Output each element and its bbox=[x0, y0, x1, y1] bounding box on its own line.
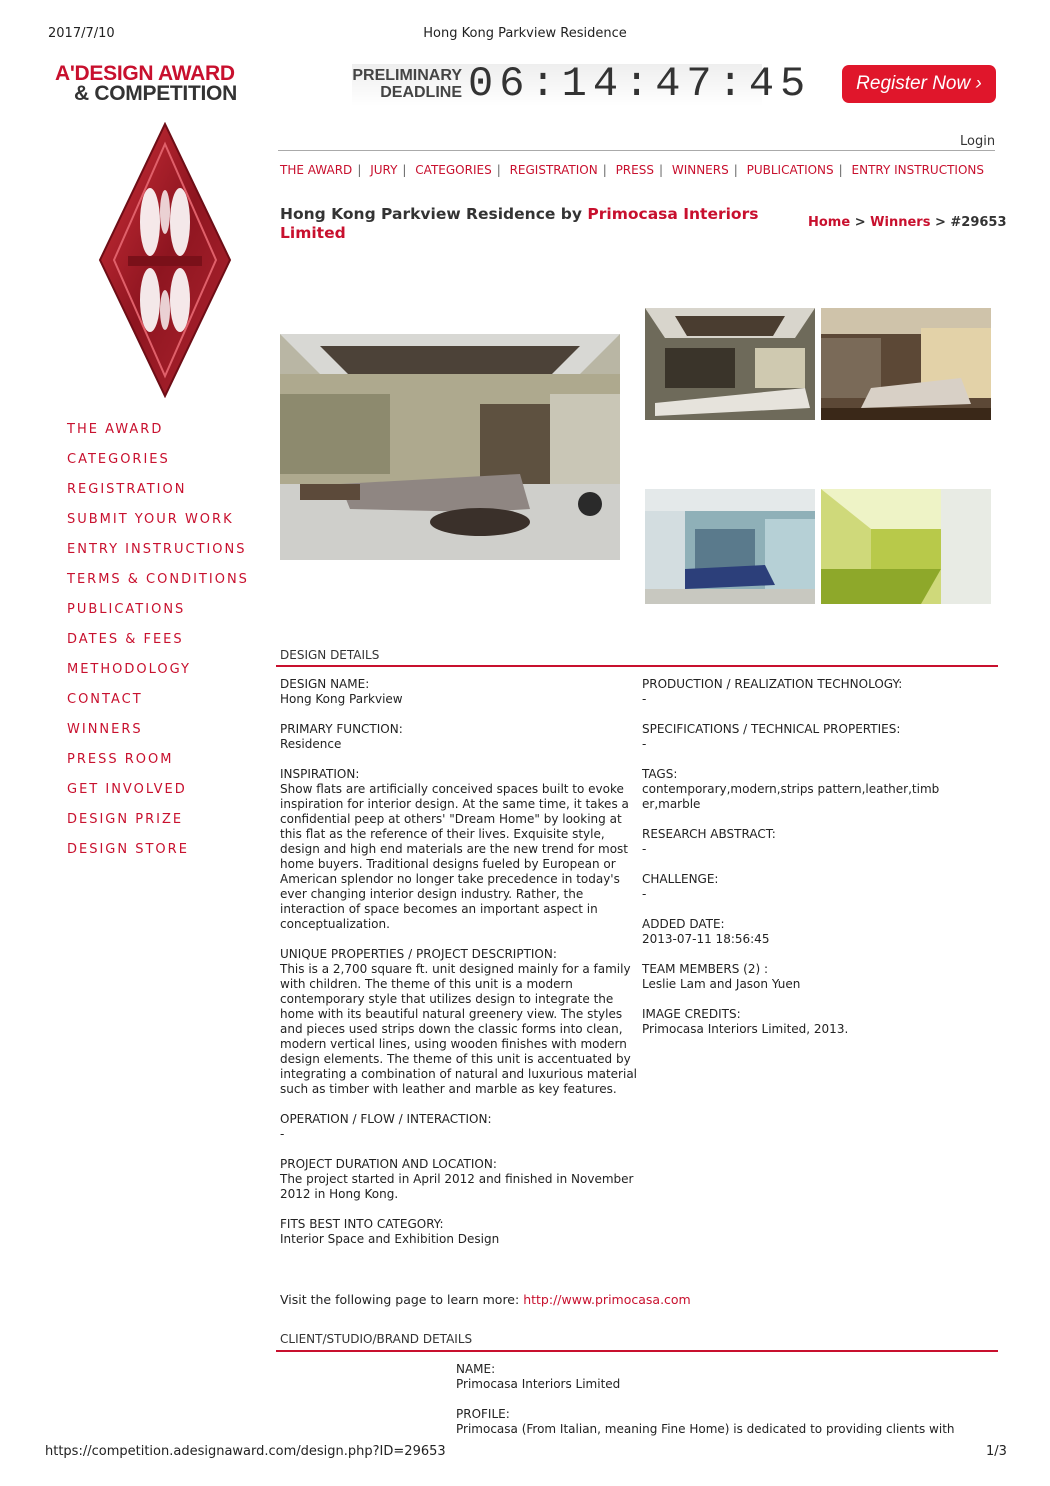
breadcrumb-design-id: #29653 bbox=[950, 215, 1007, 230]
detail-label: TEAM MEMBERS (2) : bbox=[642, 962, 769, 976]
side-nav-item[interactable]: CATEGORIES bbox=[67, 452, 170, 467]
print-date: 2017/7/10 bbox=[48, 26, 115, 41]
top-nav-item[interactable]: ENTRY INSTRUCTIONS bbox=[851, 163, 985, 177]
award-trophy-icon bbox=[98, 122, 232, 398]
design-details-divider bbox=[276, 665, 998, 667]
detail-value: Show flats are artificially conceived spaces built to evoke inspiration for interior design. At the same time, it takes a confidential peep at others' "Dream Home" by looking at this flat as the reference of their lives. Exquisite style, design and high end materials are the new trend for most home buyers. Traditional designs fueled by European or American splendor no longer take precedence in today's ever changing interior design industry. Rather, the interaction of space becomes an important aspect in conceptualization. bbox=[280, 782, 629, 931]
detail-value: - bbox=[642, 842, 647, 856]
top-nav-item[interactable]: JURY bbox=[370, 163, 398, 177]
print-footer-url: https://competition.adesignaward.com/design.php?ID=29653 bbox=[45, 1444, 446, 1459]
side-nav-item[interactable]: DESIGN STORE bbox=[67, 842, 189, 857]
detail-value: 2013-07-11 18:56:45 bbox=[642, 932, 770, 946]
print-footer-page: 1/3 bbox=[986, 1444, 1007, 1459]
detail-label: ADDED DATE: bbox=[642, 917, 725, 931]
detail-value: Leslie Lam and Jason Yuen bbox=[642, 977, 801, 991]
client-name-label: NAME: bbox=[456, 1362, 496, 1376]
thumbnail-image[interactable] bbox=[821, 489, 991, 604]
side-nav-item[interactable]: THE AWARD bbox=[67, 422, 164, 437]
detail-label: FITS BEST INTO CATEGORY: bbox=[280, 1217, 444, 1231]
logo-text-line2[interactable]: & COMPETITION bbox=[74, 82, 237, 105]
detail-label: PRODUCTION / REALIZATION TECHNOLOGY: bbox=[642, 677, 903, 691]
detail-value: - bbox=[280, 1127, 285, 1141]
top-nav-item[interactable]: PRESS bbox=[615, 163, 654, 177]
deadline-label-line2: DEADLINE bbox=[380, 84, 462, 101]
side-nav-item[interactable]: SUBMIT YOUR WORK bbox=[67, 512, 234, 527]
side-nav-item[interactable]: PRESS ROOM bbox=[67, 752, 174, 767]
detail-label: INSPIRATION: bbox=[280, 767, 360, 781]
main-design-image[interactable] bbox=[280, 334, 620, 560]
detail-label: PRIMARY FUNCTION: bbox=[280, 722, 403, 736]
tags-value: contemporary,modern,strips pattern,leather,timber,marble bbox=[642, 782, 940, 811]
client-profile-value: Primocasa (From Italian, meaning Fine Home) is dedicated to providing clients with bbox=[456, 1422, 955, 1436]
detail-value: This is a 2,700 square ft. unit designed mainly for a family with children. The theme of this unit is a modern contemporary style that utilizes design to integrate the home with its beautiful natural greenery view. The styles and pieces used strips down the classic forms into clean, modern vertical lines, using wooden finishes with modern design elements. The theme of this unit is accentuated by integrating a combination of natural and luxurious material such as timber with leather and marble as key features. bbox=[280, 962, 638, 1096]
detail-label: PROJECT DURATION AND LOCATION: bbox=[280, 1157, 497, 1171]
side-nav-item[interactable]: REGISTRATION bbox=[67, 482, 187, 497]
side-nav-item[interactable]: WINNERS bbox=[67, 722, 143, 737]
detail-value: - bbox=[642, 692, 647, 706]
login-divider bbox=[278, 150, 995, 151]
detail-value: The project started in April 2012 and finished in November 2012 in Hong Kong. bbox=[280, 1172, 634, 1201]
breadcrumb bbox=[808, 215, 1007, 230]
page-title-text: Hong Kong Parkview Residence by bbox=[280, 205, 588, 223]
breadcrumb-home[interactable]: Home bbox=[808, 215, 851, 230]
top-nav-item[interactable]: CATEGORIES bbox=[415, 163, 492, 177]
top-nav: THE AWARD | JURY | CATEGORIES | REGISTRATION | PRESS | WINNERS | PUBLICATIONS | ENTRY INSTRUCTIONS bbox=[280, 163, 985, 177]
detail-value: - bbox=[642, 887, 647, 901]
client-name-value: Primocasa Interiors Limited bbox=[456, 1377, 621, 1391]
login-link[interactable]: Login bbox=[960, 134, 996, 149]
side-nav-item[interactable]: GET INVOLVED bbox=[67, 782, 187, 797]
client-details bbox=[456, 1362, 986, 1437]
detail-label: DESIGN NAME: bbox=[280, 677, 370, 691]
design-details-right-column bbox=[642, 677, 947, 1037]
side-nav-item[interactable]: ENTRY INSTRUCTIONS bbox=[67, 542, 247, 557]
client-details-heading: CLIENT/STUDIO/BRAND DETAILS bbox=[280, 1332, 473, 1346]
detail-value: Residence bbox=[280, 737, 342, 751]
top-nav-item[interactable]: THE AWARD bbox=[280, 163, 353, 177]
breadcrumb-separator: > bbox=[854, 215, 866, 230]
side-nav-item[interactable]: DATES & FEES bbox=[67, 632, 184, 647]
detail-label: CHALLENGE: bbox=[642, 872, 719, 886]
detail-label: RESEARCH ABSTRACT: bbox=[642, 827, 776, 841]
detail-label: IMAGE CREDITS: bbox=[642, 1007, 741, 1021]
detail-value: - bbox=[642, 737, 647, 751]
design-details-left-column bbox=[280, 677, 640, 1247]
website-link[interactable]: http://www.primocasa.com bbox=[523, 1292, 691, 1307]
detail-value: Primocasa Interiors Limited, 2013. bbox=[642, 1022, 849, 1036]
design-details-heading: DESIGN DETAILS bbox=[280, 648, 380, 662]
side-nav-item[interactable]: CONTACT bbox=[67, 692, 143, 707]
detail-label: OPERATION / FLOW / INTERACTION: bbox=[280, 1112, 492, 1126]
side-nav-item[interactable]: PUBLICATIONS bbox=[67, 602, 186, 617]
logo-text-line1[interactable]: A'DESIGN AWARD bbox=[55, 62, 235, 85]
detail-value: Hong Kong Parkview bbox=[280, 692, 403, 706]
thumbnail-image[interactable] bbox=[821, 308, 991, 420]
side-nav-item[interactable]: METHODOLOGY bbox=[67, 662, 192, 677]
client-details-divider bbox=[276, 1350, 998, 1352]
print-title: Hong Kong Parkview Residence bbox=[423, 26, 627, 41]
designer-link[interactable]: Primocasa Interiors Limited bbox=[280, 205, 759, 242]
deadline-label-line1: PRELIMINARY bbox=[352, 67, 462, 84]
detail-value: Interior Space and Exhibition Design bbox=[280, 1232, 500, 1246]
thumbnail-image[interactable] bbox=[645, 489, 815, 604]
top-nav-item[interactable]: PUBLICATIONS bbox=[746, 163, 834, 177]
detail-label: TAGS: bbox=[642, 767, 678, 781]
breadcrumb-winners[interactable]: Winners bbox=[870, 215, 931, 230]
detail-label: SPECIFICATIONS / TECHNICAL PROPERTIES: bbox=[642, 722, 901, 736]
client-profile-label: PROFILE: bbox=[456, 1407, 510, 1421]
page-title bbox=[280, 205, 790, 243]
learn-more bbox=[280, 1292, 691, 1307]
side-nav-item[interactable]: DESIGN PRIZE bbox=[67, 812, 184, 827]
breadcrumb-separator: > bbox=[934, 215, 946, 230]
top-nav-item[interactable]: WINNERS bbox=[671, 163, 729, 177]
register-now-button[interactable]: Register Now › bbox=[842, 65, 996, 103]
detail-label: UNIQUE PROPERTIES / PROJECT DESCRIPTION: bbox=[280, 947, 557, 961]
deadline-label bbox=[352, 67, 462, 101]
learn-more-text: Visit the following page to learn more: bbox=[280, 1292, 520, 1307]
deadline-countdown: 06:14:47:45 bbox=[468, 60, 812, 108]
top-nav-item[interactable]: REGISTRATION bbox=[509, 163, 598, 177]
side-nav-item[interactable]: TERMS & CONDITIONS bbox=[67, 572, 249, 587]
thumbnail-image[interactable] bbox=[645, 308, 815, 420]
side-nav bbox=[67, 422, 249, 872]
